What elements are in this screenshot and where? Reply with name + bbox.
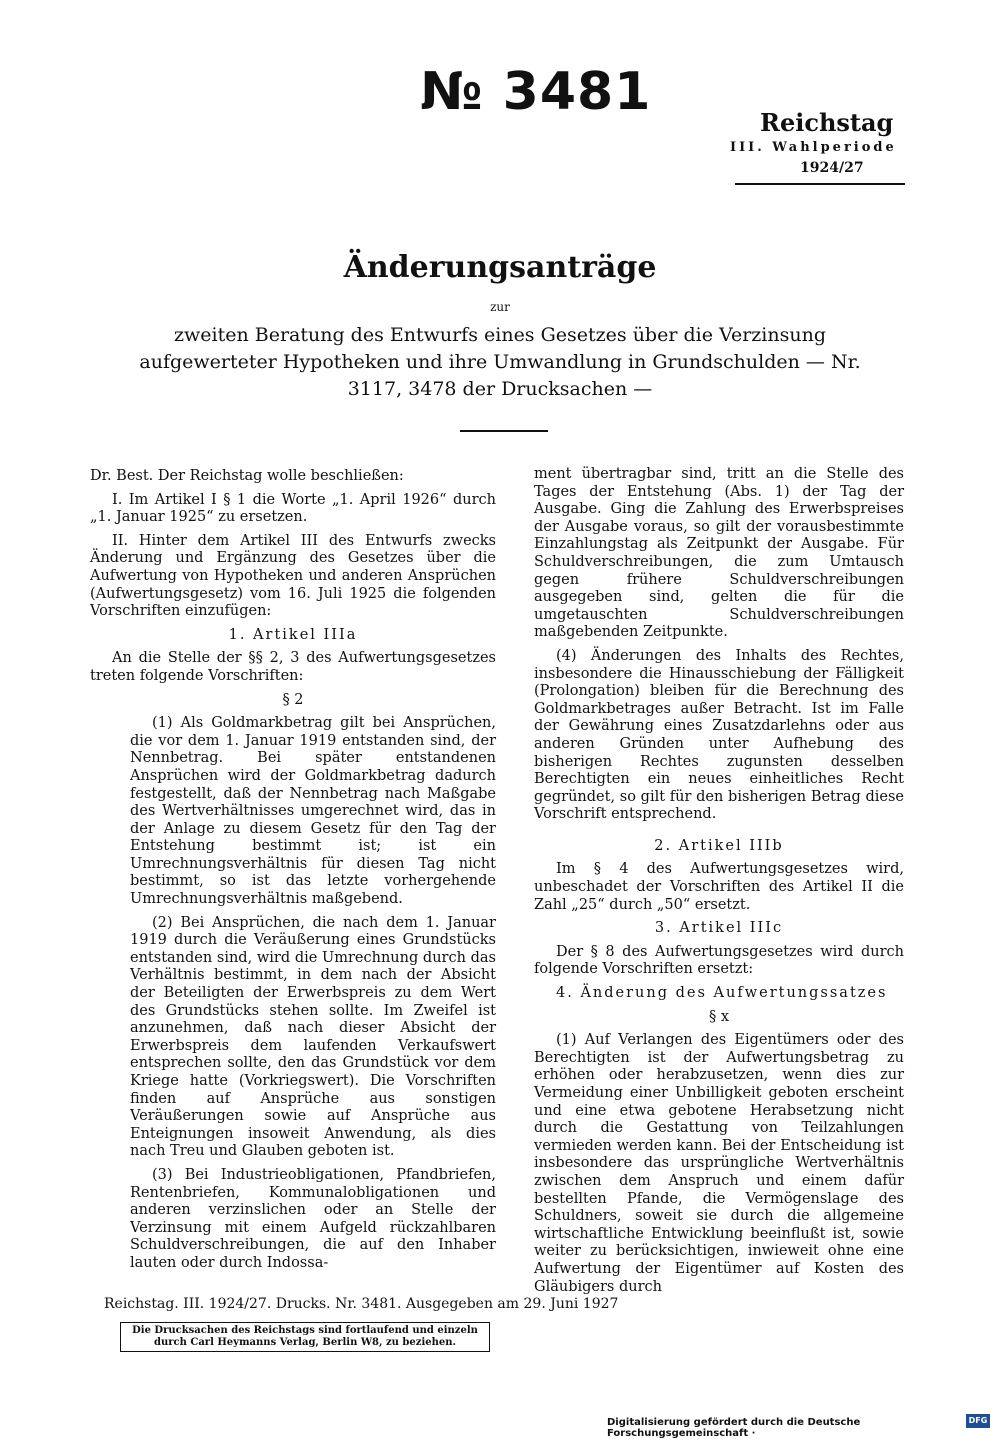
article-intro: An die Stelle der §§ 2, 3 des Aufwertungsgesetzes treten folgende Vorschriften: (90, 650, 496, 684)
period-years: 1924/27 (800, 160, 864, 176)
paragraph-1: (1) Als Goldmarkbetrag gilt bei Ansprüchen, die vor dem 1. Januar 1919 entstanden sind, der Nennbetrag. Bei später entstandenen Ansprüchen wird der Goldmarkbetrag dadurch festgestellt, daß der Nennbetrag nach Maßgabe des Wertverhältnisses umgerechnet wird, das in der Anlage zu diesem Gesetz für den Tag der Entstehung bestimmt ist; ist ein Umrechnungsverhältnis für diesen Tag nicht bestimmt, so ist das letzte vorhergehende Umrechnungsverhältnis maßgebend. (130, 715, 496, 908)
wahlperiode-label: III. Wahlperiode (730, 140, 897, 155)
paragraph-3-continued: ment übertragbar sind, tritt an die Stelle des Tages der Entstehung (Abs. 1) der Tag der Ausgabe. Ging die Zahlung des Erwerbspreises der Ausgabe voraus, so gilt der vorausbestimmte Einzahlungstag als Zeitpunkt der Ausgabe. Für Schuldverschreibungen, die zum Umtausch gegen frühere Schuldverschreibungen ausgegeben sind, gelten die für die umgetauschten Schuldverschreibungen maßgebenden Zeitpunkte. (534, 466, 904, 641)
title-divider (460, 430, 548, 432)
paragraph-x1: (1) Auf Verlangen des Eigentümers oder des Berechtigten ist der Aufwertungsbetrag zu erhöhen oder herabzusetzen, wenn dies zur Vermeidung einer Unbilligkeit geboten erscheint und eine etwa gebotene Herabsetzung nicht durch die Gestattung von Teilzahlungen vermieden werden kann. Bei der Entscheidung ist insbesondere das ursprüngliche Wertverhältnis zwischen dem Anspruch und einem dafür bestellten Pfande, die Vermögenslage des Schuldners, soweit sie durch die allgemeine wirtschaftliche Entwicklung beeinflußt ist, sowie weiter zu berücksichtigen, inwieweit ohne eine Aufwertung der Eigentümer auf Kosten des Gläubigers durch (534, 1032, 904, 1295)
publisher-note: Die Drucksachen des Reichstags sind fortlaufend und einzeln durch Carl Heymanns Verlag, Berlin W8, zu beziehen. (120, 1322, 490, 1352)
article-heading: 2. Artikel IIIb (654, 837, 784, 854)
right-column (534, 466, 904, 1302)
left-column (90, 468, 496, 1279)
print-footer: Reichstag. III. 1924/27. Drucks. Nr. 3481. Ausgegeben am 29. Juni 1927 (104, 1296, 619, 1312)
digitization-credit: Digitalisierung gefördert durch die Deutsche Forschungsgemeinschaft · (607, 1417, 861, 1439)
paragraph-3: (3) Bei Industrieobligationen, Pfandbriefen, Rentenbriefen, Kommunalobligationen und anderen verzinslichen oder an Stelle der Verzinsung mit einem Aufgeld rückzahlbaren Schuldverschreibungen, die auf den Inhaber lauten oder durch Indossa- (130, 1166, 496, 1271)
amendment-heading: 4. Änderung des Aufwertungssatzes (556, 985, 888, 1002)
article-text: Im § 4 des Aufwertungsgesetzes wird, unbeschadet der Vorschriften des Artikel II die Zahl „25“ durch „50“ ersetzt. (534, 861, 904, 913)
article-heading: 1. Artikel IIIa (228, 626, 358, 643)
paragraph-4: (4) Änderungen des Inhalts des Rechtes, insbesondere die Hinausschiebung der Fälligkeit (Prolongation) bleiben für die Berechnung des Goldmarkbetrages außer Betracht. Ist im Falle der Gewährung eines Zusatzdarlehns oder aus anderen Gründen unter Aufhebung des bisherigen Rechtes zugunsten desselben Berechtigten ein neues einheitliches Recht gegründet, so gilt für den bisherigen Betrag diese Vorschrift entsprechend. (534, 647, 904, 823)
dfg-logo-icon: DFG (966, 1414, 990, 1428)
document-number: № 3481 (420, 62, 652, 122)
section-heading: § 2 (282, 691, 304, 708)
header-rule (735, 183, 905, 185)
article-text: Der § 8 des Aufwertungsgesetzes wird durch folgende Vorschriften ersetzt: (534, 943, 904, 978)
document-subtitle: zweiten Beratung des Entwurfs eines Gesetzes über die Verzinsung aufgewerteter Hypotheken und ihre Umwandlung in Grundschulden — Nr. 3117, 3478 der Drucksachen — (139, 324, 861, 400)
paragraph-2: (2) Bei Ansprüchen, die nach dem 1. Januar 1919 durch die Veräußerung eines Grundstücks entstanden sind, wird die Umrechnung durch das Verhältnis bestimmt, in dem nach der Absicht der Beteiligten der Erwerbspreis zu dem Wert des Grundstücks stehen sollte. Im Zweifel ist anzunehmen, daß nach dieser Absicht der Erwerbspreis dem laufenden Verkaufswert entsprechen sollte, den das Grundstück vor dem Kriege hatte (Vorkriegswert). Die Vorschriften finden auf Ansprüche aus sonstigen Veräußerungen sowie auf Ansprüche aus Enteignungen insoweit Anwendung, als dies nach Treu und Glauben geboten ist. (130, 914, 496, 1160)
document-title: Änderungsanträge (343, 250, 657, 285)
article-heading: 3. Artikel IIIc (654, 920, 784, 937)
motion-item-2: II. Hinter dem Artikel III des Entwurfs zwecks Änderung und Ergänzung des Gesetzes über die Aufwertung von Hypotheken und anderen Ansprüchen (Aufwertungsgesetz) vom 16. Juli 1925 die folgenden Vorschriften einzufügen: (90, 532, 496, 620)
title-connector: zur (490, 300, 510, 314)
motion-item-1: I. Im Artikel I § 1 die Worte „1. April 1926“ durch „1. Januar 1925“ zu ersetzen. (90, 491, 496, 526)
reichstag-label: Reichstag (760, 108, 894, 137)
section-heading: § x (708, 1008, 730, 1025)
motion-intro: Dr. Best. Der Reichstag wolle beschließen: (90, 468, 404, 484)
